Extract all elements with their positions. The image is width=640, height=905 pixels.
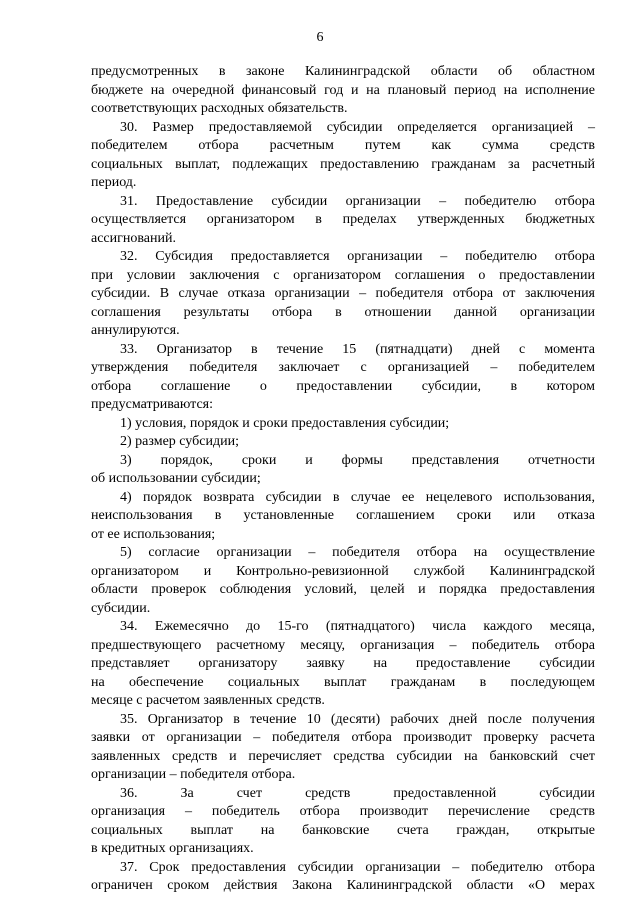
text-line: предусмотренных в законе Калининградской области об областном xyxy=(91,64,595,79)
text-line: 36. За счет средств предоставленной субсидии xyxy=(120,786,595,801)
text-line: 5) согласие организации – победителя отбора на осуществление xyxy=(120,545,595,560)
text-line: представляет организатору заявку на предоставление субсидии xyxy=(91,656,595,671)
text-line: осуществляется организатором в пределах утвержденных бюджетных xyxy=(91,212,595,227)
text-line: об использовании субсидии; xyxy=(91,471,261,486)
text-line: предусматриваются: xyxy=(91,397,214,412)
text-line: 1) условия, порядок и сроки предоставления субсидии; xyxy=(120,416,450,431)
text-line: организации – победителя отбора. xyxy=(91,767,296,782)
text-line: 34. Ежемесячно до 15-го (пятнадцатого) числа каждого месяца, xyxy=(120,619,595,634)
text-line: организация – победитель отбора производит перечисление средств xyxy=(91,804,595,819)
text-line: на обеспечение социальных выплат гражданам в последующем xyxy=(91,675,595,690)
text-line: месяце с расчетом заявленных средств. xyxy=(91,693,325,708)
text-line: период. xyxy=(91,175,137,190)
text-line: в кредитных организациях. xyxy=(91,841,254,856)
text-line: 30. Размер предоставляемой субсидии определяется организацией – xyxy=(120,120,595,135)
text-line: 4) порядок возврата субсидии в случае ее нецелевого использования, xyxy=(120,490,595,505)
text-line: утверждения победителя заключает с организацией – победителем xyxy=(91,360,595,375)
text-line: победителем отбора расчетным путем как сумма средств xyxy=(91,138,595,153)
text-line: ограничен сроком действия Закона Калининградской области «О мерах xyxy=(91,878,595,893)
text-line: от ее использования; xyxy=(91,527,216,542)
text-line: 33. Организатор в течение 15 (пятнадцати) дней с момента xyxy=(120,342,595,357)
text-line: соглашения результаты отбора в отношении данной организации xyxy=(91,305,595,320)
text-line: неиспользования в установленные соглашением сроки или отказа xyxy=(91,508,595,523)
text-line: 37. Срок предоставления субсидии организации – победителю отбора xyxy=(120,860,595,875)
text-line: 2) размер субсидии; xyxy=(120,434,239,449)
text-line: социальных выплат, подлежащих предоставлению гражданам за расчетный xyxy=(91,157,595,172)
text-line: области проверок соблюдения условий, целей и порядка предоставления xyxy=(91,582,595,597)
text-line: организатором и Контрольно-ревизионной службой Калининградской xyxy=(91,564,595,579)
text-line: аннулируются. xyxy=(91,323,180,338)
text-line: бюджете на очередной финансовый год и на плановый период на исполнение xyxy=(91,83,595,98)
text-line: социальных выплат на банковские счета граждан, открытые xyxy=(91,823,595,838)
text-line: субсидии. В случае отказа организации – победителя отбора от заключения xyxy=(91,286,595,301)
text-line: соответствующих расходных обязательств. xyxy=(91,101,348,116)
text-line: 3) порядок, сроки и формы представления отчетности xyxy=(120,453,595,468)
text-line: заявки от организации – победителя отбора производит проверку расчета xyxy=(91,730,595,745)
text-line: отбора соглашение о предоставлении субсидии, в котором xyxy=(91,379,595,394)
text-line: заявленных средств и перечисляет средства субсидии на банковский счет xyxy=(91,749,595,764)
text-line: ассигнований. xyxy=(91,231,176,246)
text-line: 32. Субсидия предоставляется организации – победителю отбора xyxy=(120,249,595,264)
text-line: субсидии. xyxy=(91,601,151,616)
text-line: при условии заключения с организатором соглашения о предоставлении xyxy=(91,268,595,283)
page-number: 6 xyxy=(316,30,324,45)
text-line: предшествующего расчетному месяцу, организация – победитель отбора xyxy=(91,638,595,653)
text-line: 31. Предоставление субсидии организации – победителю отбора xyxy=(120,194,595,209)
text-line: 35. Организатор в течение 10 (десяти) рабочих дней после получения xyxy=(120,712,595,727)
